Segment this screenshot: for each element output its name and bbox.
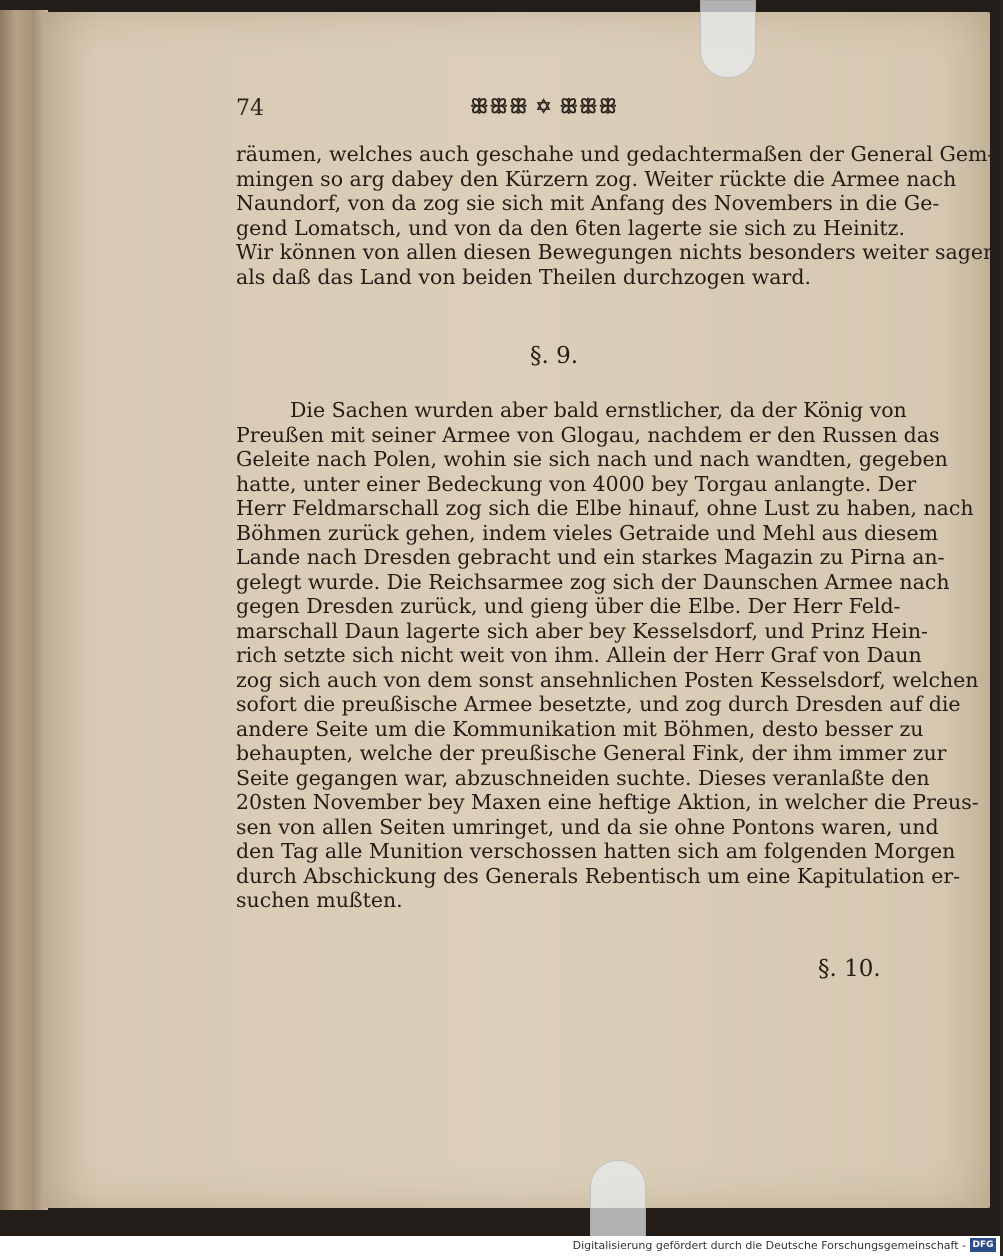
page-clip-top xyxy=(700,0,756,78)
text-line: Böhmen zurück gehen, indem vieles Getraide und Mehl aus diesem xyxy=(236,520,939,545)
text-line: hatte, unter einer Bedeckung von 4000 bey Torgau anlangte. Der xyxy=(236,471,917,496)
text-line: zog sich auch von dem sonst ansehnlichen Posten Kesselsdorf, welchen xyxy=(236,667,979,692)
text-line: gelegt wurde. Die Reichsarmee zog sich der Daunschen Armee nach xyxy=(236,569,950,594)
funding-notice: Digitalisierung gefördert durch die Deutsche Forschungsgemeinschaft - xyxy=(572,1239,966,1252)
text-line: Herr Feldmarschall zog sich die Elbe hinauf, ohne Lust zu haben, nach xyxy=(236,496,974,520)
text-line: Preußen mit seiner Armee von Glogau, nachdem er den Russen das xyxy=(236,422,940,447)
text-line: als daß das Land von beiden Theilen durchzogen ward. xyxy=(236,264,811,289)
text-line: behaupten, welche der preußische General Fink, der ihm immer zur xyxy=(236,741,947,765)
text-line: räumen, welches auch geschahe und gedachtermaßen der General Gem- xyxy=(236,142,995,166)
text-line: sen von allen Seiten umringet, und da sie ohne Pontons waren, und xyxy=(236,814,939,839)
text-line: mingen so arg dabey den Kürzern zog. Weiter rückte die Armee nach xyxy=(236,166,957,191)
catchword: §. 10. xyxy=(818,956,881,982)
dfg-logo-icon: DFG xyxy=(970,1238,996,1252)
paragraph-1 xyxy=(236,142,1003,289)
text-line: durch Abschickung des Generals Rebentisch um eine Kapitulation er- xyxy=(236,863,961,888)
footer-bar xyxy=(0,1236,1000,1256)
text-line: sofort die preußische Armee besetzte, und zog durch Dresden auf die xyxy=(236,692,961,716)
text-line: Die Sachen wurden aber bald ernstlicher, da der König von xyxy=(290,398,907,422)
header-ornament: ꕥꕥꕥ ✡ ꕥꕥꕥ xyxy=(470,94,619,118)
text-line: Naundorf, von da zog sie sich mit Anfang des Novembers in die Ge- xyxy=(236,191,940,215)
text-line: marschall Daun lagerte sich aber bey Kesselsdorf, und Prinz Hein- xyxy=(236,618,928,643)
paragraph-2 xyxy=(236,398,979,913)
text-line: Seite gegangen war, abzuschneiden suchte. Dieses veranlaßte den xyxy=(236,765,930,790)
text-line: andere Seite um die Kommunikation mit Böhmen, desto besser zu xyxy=(236,716,924,741)
text-line: Geleite nach Polen, wohin sie sich nach und nach wandten, gegeben xyxy=(236,447,948,471)
page-clip-bottom xyxy=(590,1160,646,1238)
text-line: Wir können von allen diesen Bewegungen nichts besonders weiter sagen, xyxy=(236,240,1003,264)
text-line: 20sten November bey Maxen eine heftige Aktion, in welcher die Preus- xyxy=(236,790,979,814)
text-line: den Tag alle Munition verschossen hatten sich am folgenden Morgen xyxy=(236,839,956,863)
text-line: rich setzte sich nicht weit von ihm. Allein der Herr Graf von Daun xyxy=(236,643,922,667)
page-stack-edge xyxy=(0,10,48,1210)
text-line: gegen Dresden zurück, und gieng über die Elbe. Der Herr Feld- xyxy=(236,594,901,618)
text-line: gend Lomatsch, und von da den 6ten lagerte sie sich zu Heinitz. xyxy=(236,215,905,240)
text-line: suchen mußten. xyxy=(236,888,403,912)
section-heading: §. 9. xyxy=(530,343,579,369)
text-line: Lande nach Dresden gebracht und ein starkes Magazin zu Pirna an- xyxy=(236,545,945,569)
page-number: 74 xyxy=(236,96,264,121)
